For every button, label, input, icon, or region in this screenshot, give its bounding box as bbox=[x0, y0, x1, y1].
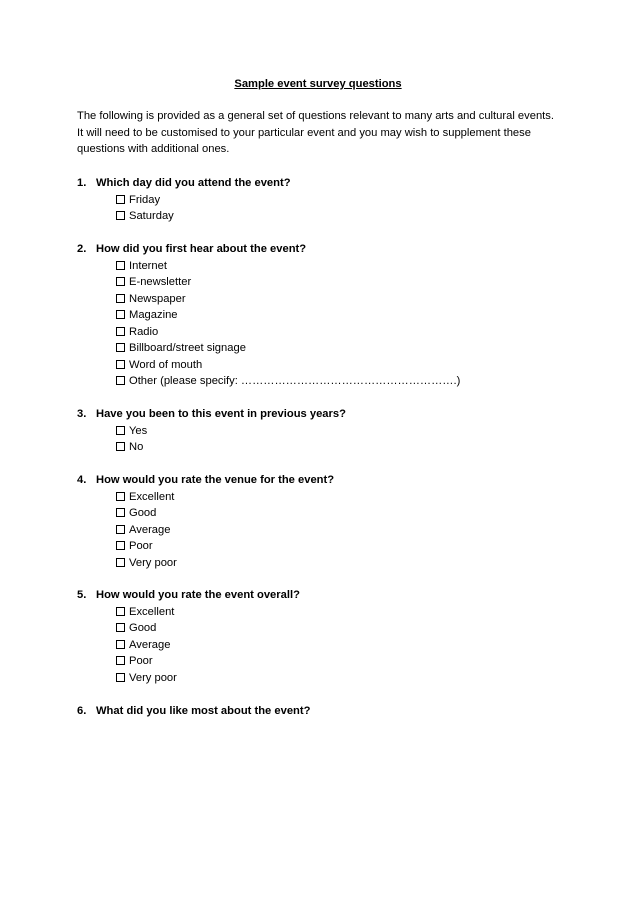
question-heading bbox=[77, 241, 576, 258]
option-label: Very poor bbox=[129, 671, 177, 684]
question-heading bbox=[77, 406, 576, 423]
checkbox-icon[interactable] bbox=[116, 541, 125, 550]
option-list bbox=[77, 258, 576, 390]
question-text: How did you first hear about the event? bbox=[96, 243, 307, 255]
option-label: Poor bbox=[129, 540, 153, 552]
option-item[interactable] bbox=[116, 653, 576, 670]
option-label: Magazine bbox=[129, 309, 178, 321]
option-label: Yes bbox=[129, 424, 148, 437]
option-item[interactable] bbox=[116, 637, 576, 654]
option-item[interactable] bbox=[116, 307, 576, 324]
question-number: 6. bbox=[77, 705, 87, 717]
option-list bbox=[77, 604, 576, 687]
option-label: Newspaper bbox=[129, 292, 186, 305]
checkbox-icon[interactable] bbox=[116, 195, 125, 204]
question-text: How would you rate the venue for the event? bbox=[96, 474, 335, 486]
question-number: 2. bbox=[77, 243, 87, 255]
question-3 bbox=[77, 406, 576, 456]
option-label: Internet bbox=[129, 259, 167, 272]
checkbox-icon[interactable] bbox=[116, 261, 125, 270]
checkbox-icon[interactable] bbox=[116, 508, 125, 517]
option-item[interactable] bbox=[116, 423, 576, 440]
option-item[interactable] bbox=[116, 489, 576, 506]
option-item[interactable] bbox=[116, 291, 576, 308]
question-text: What did you like most about the event? bbox=[96, 705, 311, 717]
question-number: 3. bbox=[77, 408, 87, 420]
checkbox-icon[interactable] bbox=[116, 558, 125, 567]
option-label: Poor bbox=[129, 655, 153, 667]
question-text: How would you rate the event overall? bbox=[96, 589, 300, 601]
checkbox-icon[interactable] bbox=[116, 607, 125, 616]
option-list bbox=[77, 489, 576, 572]
option-item[interactable] bbox=[116, 439, 576, 456]
option-label: Average bbox=[129, 638, 171, 651]
option-item[interactable] bbox=[116, 522, 576, 539]
option-label: Very poor bbox=[129, 556, 177, 569]
checkbox-icon[interactable] bbox=[116, 343, 125, 352]
checkbox-icon[interactable] bbox=[116, 310, 125, 319]
option-label: E-newsletter bbox=[129, 276, 192, 288]
option-item[interactable] bbox=[116, 373, 576, 390]
intro-paragraph: The following is provided as a general set of questions relevant to many arts and cultural events. It will need to be customised to your particular event and you may wish to supplement these questions with additional ones. bbox=[77, 110, 554, 155]
option-item[interactable] bbox=[116, 258, 576, 275]
option-label: Average bbox=[129, 523, 171, 536]
checkbox-icon[interactable] bbox=[116, 525, 125, 534]
checkbox-icon[interactable] bbox=[116, 294, 125, 303]
option-item[interactable] bbox=[116, 274, 576, 291]
option-label: Other (please specify: ………………………………………………….) bbox=[129, 375, 461, 387]
option-list bbox=[77, 423, 576, 456]
option-label: Saturday bbox=[129, 210, 174, 222]
option-label: No bbox=[129, 441, 144, 453]
option-item[interactable] bbox=[116, 505, 576, 522]
checkbox-icon[interactable] bbox=[116, 492, 125, 501]
option-label: Radio bbox=[129, 325, 159, 338]
option-label: Excellent bbox=[129, 490, 175, 503]
document-title: Sample event survey questions bbox=[234, 78, 402, 90]
question-1 bbox=[77, 175, 576, 225]
question-text: Which day did you attend the event? bbox=[96, 177, 291, 189]
option-item[interactable] bbox=[116, 620, 576, 637]
question-number: 4. bbox=[77, 474, 87, 486]
option-label: Friday bbox=[129, 193, 161, 206]
question-2 bbox=[77, 241, 576, 390]
option-item[interactable] bbox=[116, 324, 576, 341]
option-item[interactable] bbox=[116, 192, 576, 209]
question-6 bbox=[77, 703, 576, 720]
option-label: Word of mouth bbox=[129, 358, 203, 371]
checkbox-icon[interactable] bbox=[116, 277, 125, 286]
option-list bbox=[77, 192, 576, 225]
option-item[interactable] bbox=[116, 670, 576, 687]
option-item[interactable] bbox=[116, 604, 576, 621]
question-number: 1. bbox=[77, 177, 87, 189]
question-heading bbox=[77, 175, 576, 192]
checkbox-icon[interactable] bbox=[116, 360, 125, 369]
question-heading bbox=[77, 703, 576, 720]
option-label: Good bbox=[129, 622, 157, 634]
question-heading bbox=[77, 472, 576, 489]
checkbox-icon[interactable] bbox=[116, 623, 125, 632]
checkbox-icon[interactable] bbox=[116, 426, 125, 435]
question-text: Have you been to this event in previous years? bbox=[96, 408, 346, 420]
checkbox-icon[interactable] bbox=[116, 327, 125, 336]
checkbox-icon[interactable] bbox=[116, 640, 125, 649]
question-5 bbox=[77, 587, 576, 686]
option-item[interactable] bbox=[116, 357, 576, 374]
option-item[interactable] bbox=[116, 340, 576, 357]
checkbox-icon[interactable] bbox=[116, 442, 125, 451]
option-item[interactable] bbox=[116, 538, 576, 555]
checkbox-icon[interactable] bbox=[116, 211, 125, 220]
option-label: Billboard/street signage bbox=[129, 342, 246, 354]
question-4 bbox=[77, 472, 576, 571]
option-label: Excellent bbox=[129, 605, 175, 618]
option-item[interactable] bbox=[116, 555, 576, 572]
option-item[interactable] bbox=[116, 208, 576, 225]
checkbox-icon[interactable] bbox=[116, 376, 125, 385]
checkbox-icon[interactable] bbox=[116, 656, 125, 665]
question-number: 5. bbox=[77, 589, 87, 601]
question-heading bbox=[77, 587, 576, 604]
option-label: Good bbox=[129, 507, 157, 519]
checkbox-icon[interactable] bbox=[116, 673, 125, 682]
